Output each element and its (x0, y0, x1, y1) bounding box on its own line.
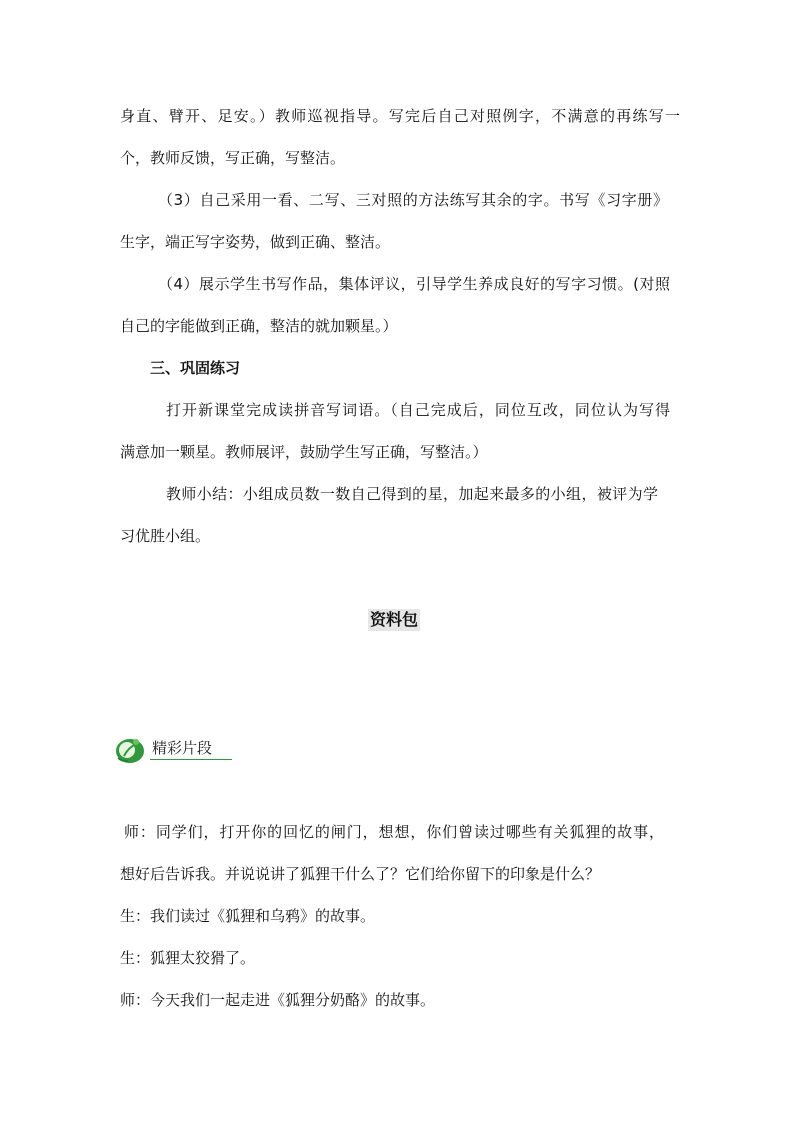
paragraph-line: 个，教师反馈，写正确，写整洁。 (120, 149, 346, 167)
paragraph-line: 满意加一颗星。教师展评，鼓励学生写正确，写整洁。） (120, 443, 488, 461)
paragraph-line: 生字，端正写字姿势，做到正确、整洁。 (120, 233, 391, 251)
paragraph-line: （4）展示学生书写作品，集体评议，引导学生养成良好的写字习惯。(对照 (158, 275, 670, 293)
paragraph-line: （3）自己采用一看、二写、三对照的方法练写其余的字。书写《习字册》 (158, 191, 668, 209)
section-heading: 三、巩固练习 (150, 359, 241, 377)
paragraph-line: 身直、臂开、足安。）教师巡视指导。写完后自己对照例字，不满意的再练写一 (120, 107, 680, 125)
resource-title: 资料包 (370, 610, 419, 629)
paragraph-line: 打开新课堂完成读拼音写词语。（自己完成后，同位互改，同位认为写得 (166, 401, 670, 419)
dialogue-line: 生：我们读过《狐狸和乌鸦》的故事。 (120, 907, 376, 925)
green-leaf-icon (114, 736, 146, 764)
dialogue-line: 师：同学们，打开你的回忆的闸门，想想，你们曾读过哪些有关狐狸的故事， (124, 823, 664, 841)
dialogue-line: 想好后告诉我。并说说讲了狐狸干什么了？它们给你留下的印象是什么？ (120, 865, 601, 883)
tag-underline (150, 759, 232, 760)
paragraph-line: 习优胜小组。 (120, 527, 211, 545)
paragraph-line: 自己的字能做到正确，整洁的就加颗星。） (120, 317, 398, 335)
dialogue-line: 生：狐狸太狡猾了。 (120, 949, 256, 967)
tag-label: 精彩片段 (152, 739, 213, 757)
paragraph-line: 教师小结：小组成员数一数自己得到的星，加起来最多的小组，被评为学 (166, 485, 658, 503)
dialogue-line: 师：今天我们一起走进《狐狸分奶酪》的故事。 (120, 991, 436, 1009)
